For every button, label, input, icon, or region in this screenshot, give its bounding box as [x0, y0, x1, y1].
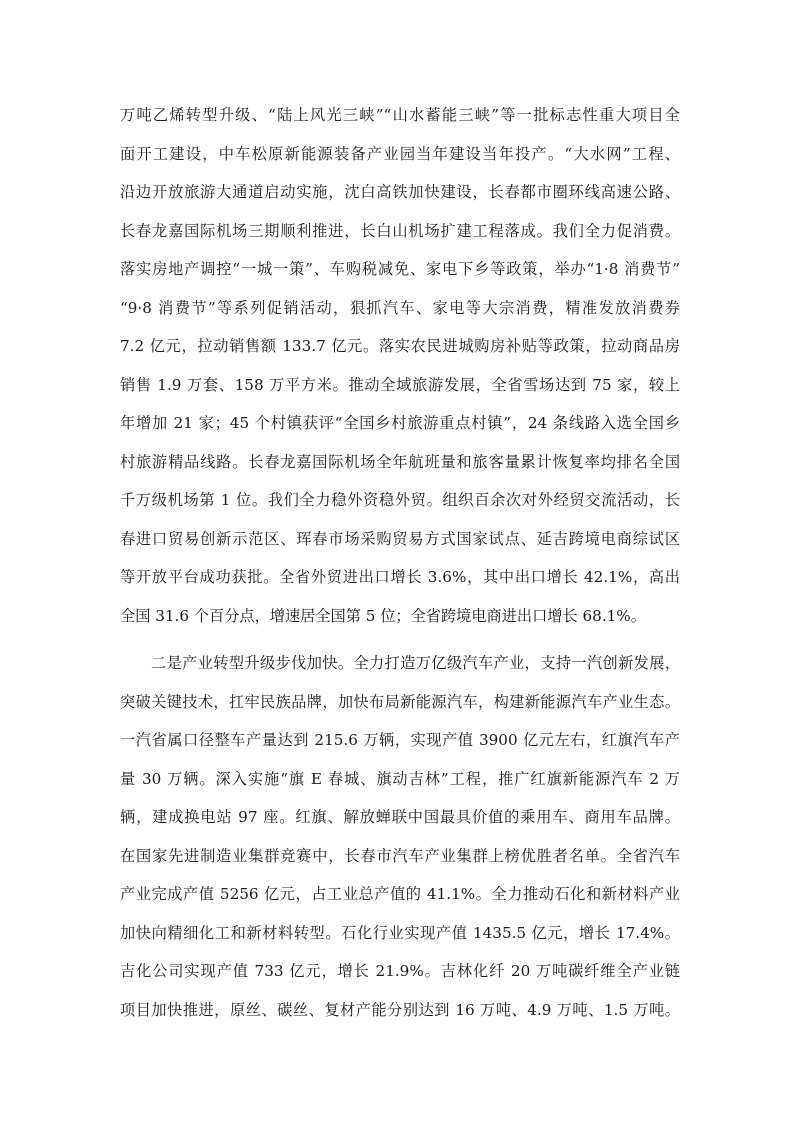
paragraph-line: 7.2 亿元，拉动销售额 133.7 亿元。落实农民进城购房补贴等政策，拉动商品房: [120, 337, 680, 355]
paragraph-line: 千万级机场第 1 位。我们全力稳外资稳外贸。组织百余次对外经贸交流活动，长: [120, 491, 680, 509]
paragraph-consumption-trade: [120, 96, 680, 635]
paragraph-line: 吉化公司实现产值 733 亿元，增长 21.9%。吉林化纤 20 万吨碳纤维全产业链: [120, 962, 680, 980]
paragraph-line: 全国 31.6 个百分点，增速居全国第 5 位；全省跨境电商进出口增长 68.1%。: [120, 606, 646, 625]
paragraph-line: 落实房地产调控“一城一策”、车购税减免、家电下乡等政策，举办“1·8 消费节”: [120, 260, 680, 278]
paragraph-line: 销售 1.9 万套、158 万平方米。推动全域旅游发展，全省雪场达到 75 家，较上: [120, 375, 680, 394]
paragraph-line: 村旅游精品线路。长春龙嘉国际机场全年航班量和旅客量累计恢复率均排名全国: [120, 452, 680, 471]
paragraph-line: 万吨乙烯转型升级、“陆上风光三峡”“山水蓄能三峡”等一批标志性重大项目全: [120, 106, 680, 124]
paragraph-line: 春进口贸易创新示范区、珲春市场采购贸易方式国家试点、延吉跨境电商综试区: [120, 529, 680, 548]
paragraph-line: 产业完成产值 5256 亿元，占工业总产值的 41.1%。全力推动石化和新材料产业: [120, 885, 680, 903]
paragraph-line: 项目加快推进，原丝、碳丝、复材产能分别达到 16 万吨、4.9 万吨、1.5 万吨。: [120, 1000, 680, 1019]
paragraph-industrial-upgrade: [120, 644, 680, 1029]
paragraph-line: 沿边开放旅游大通道启动实施，沈白高铁加快建设，长春都市圈环线高速公路、: [120, 183, 680, 201]
paragraph-line: “9·8 消费节”等系列促销活动，狠抓汽车、家电等大宗消费，精准发放消费券: [120, 298, 680, 317]
paragraph-line: 长春龙嘉国际机场三期顺利推进，长白山机场扩建工程落成。我们全力促消费。: [120, 221, 680, 240]
paragraph-line: 加快向精细化工和新材料转型。石化行业实现产值 1435.5 亿元，增长 17.4%。: [120, 923, 680, 942]
paragraph-line: 辆，建成换电站 97 座。红旗、解放蝉联中国最具价值的乘用车、商用车品牌。: [120, 808, 680, 826]
paragraph-line: 面开工建设，中车松原新能源装备产业园当年建设当年投产。“大水网”工程、: [120, 144, 680, 163]
paragraph-line: 量 30 万辆。深入实施“旗 E 春城、旗动吉林”工程，推广红旗新能源汽车 2 万: [120, 769, 680, 788]
paragraph-line: 二是产业转型升级步伐加快。全力打造万亿级汽车产业，支持一汽创新发展，: [151, 654, 680, 672]
paragraph-line: 一汽省属口径整车产量达到 215.6 万辆，实现产值 3900 亿元左右，红旗汽车产: [120, 731, 680, 749]
paragraph-line: 在国家先进制造业集群竞赛中，长春市汽车产业集群上榜优胜者名单。全省汽车: [120, 846, 680, 865]
paragraph-line: 等开放平台成功获批。全省外贸进出口增长 3.6%，其中出口增长 42.1%，高出: [120, 568, 680, 586]
paragraph-line: 年增加 21 家；45 个村镇获评“全国乡村旅游重点村镇”，24 条线路入选全国乡: [120, 414, 680, 432]
paragraph-line: 突破关键技术，扛牢民族品牌，加快布局新能源汽车，构建新能源汽车产业生态。: [120, 692, 680, 711]
